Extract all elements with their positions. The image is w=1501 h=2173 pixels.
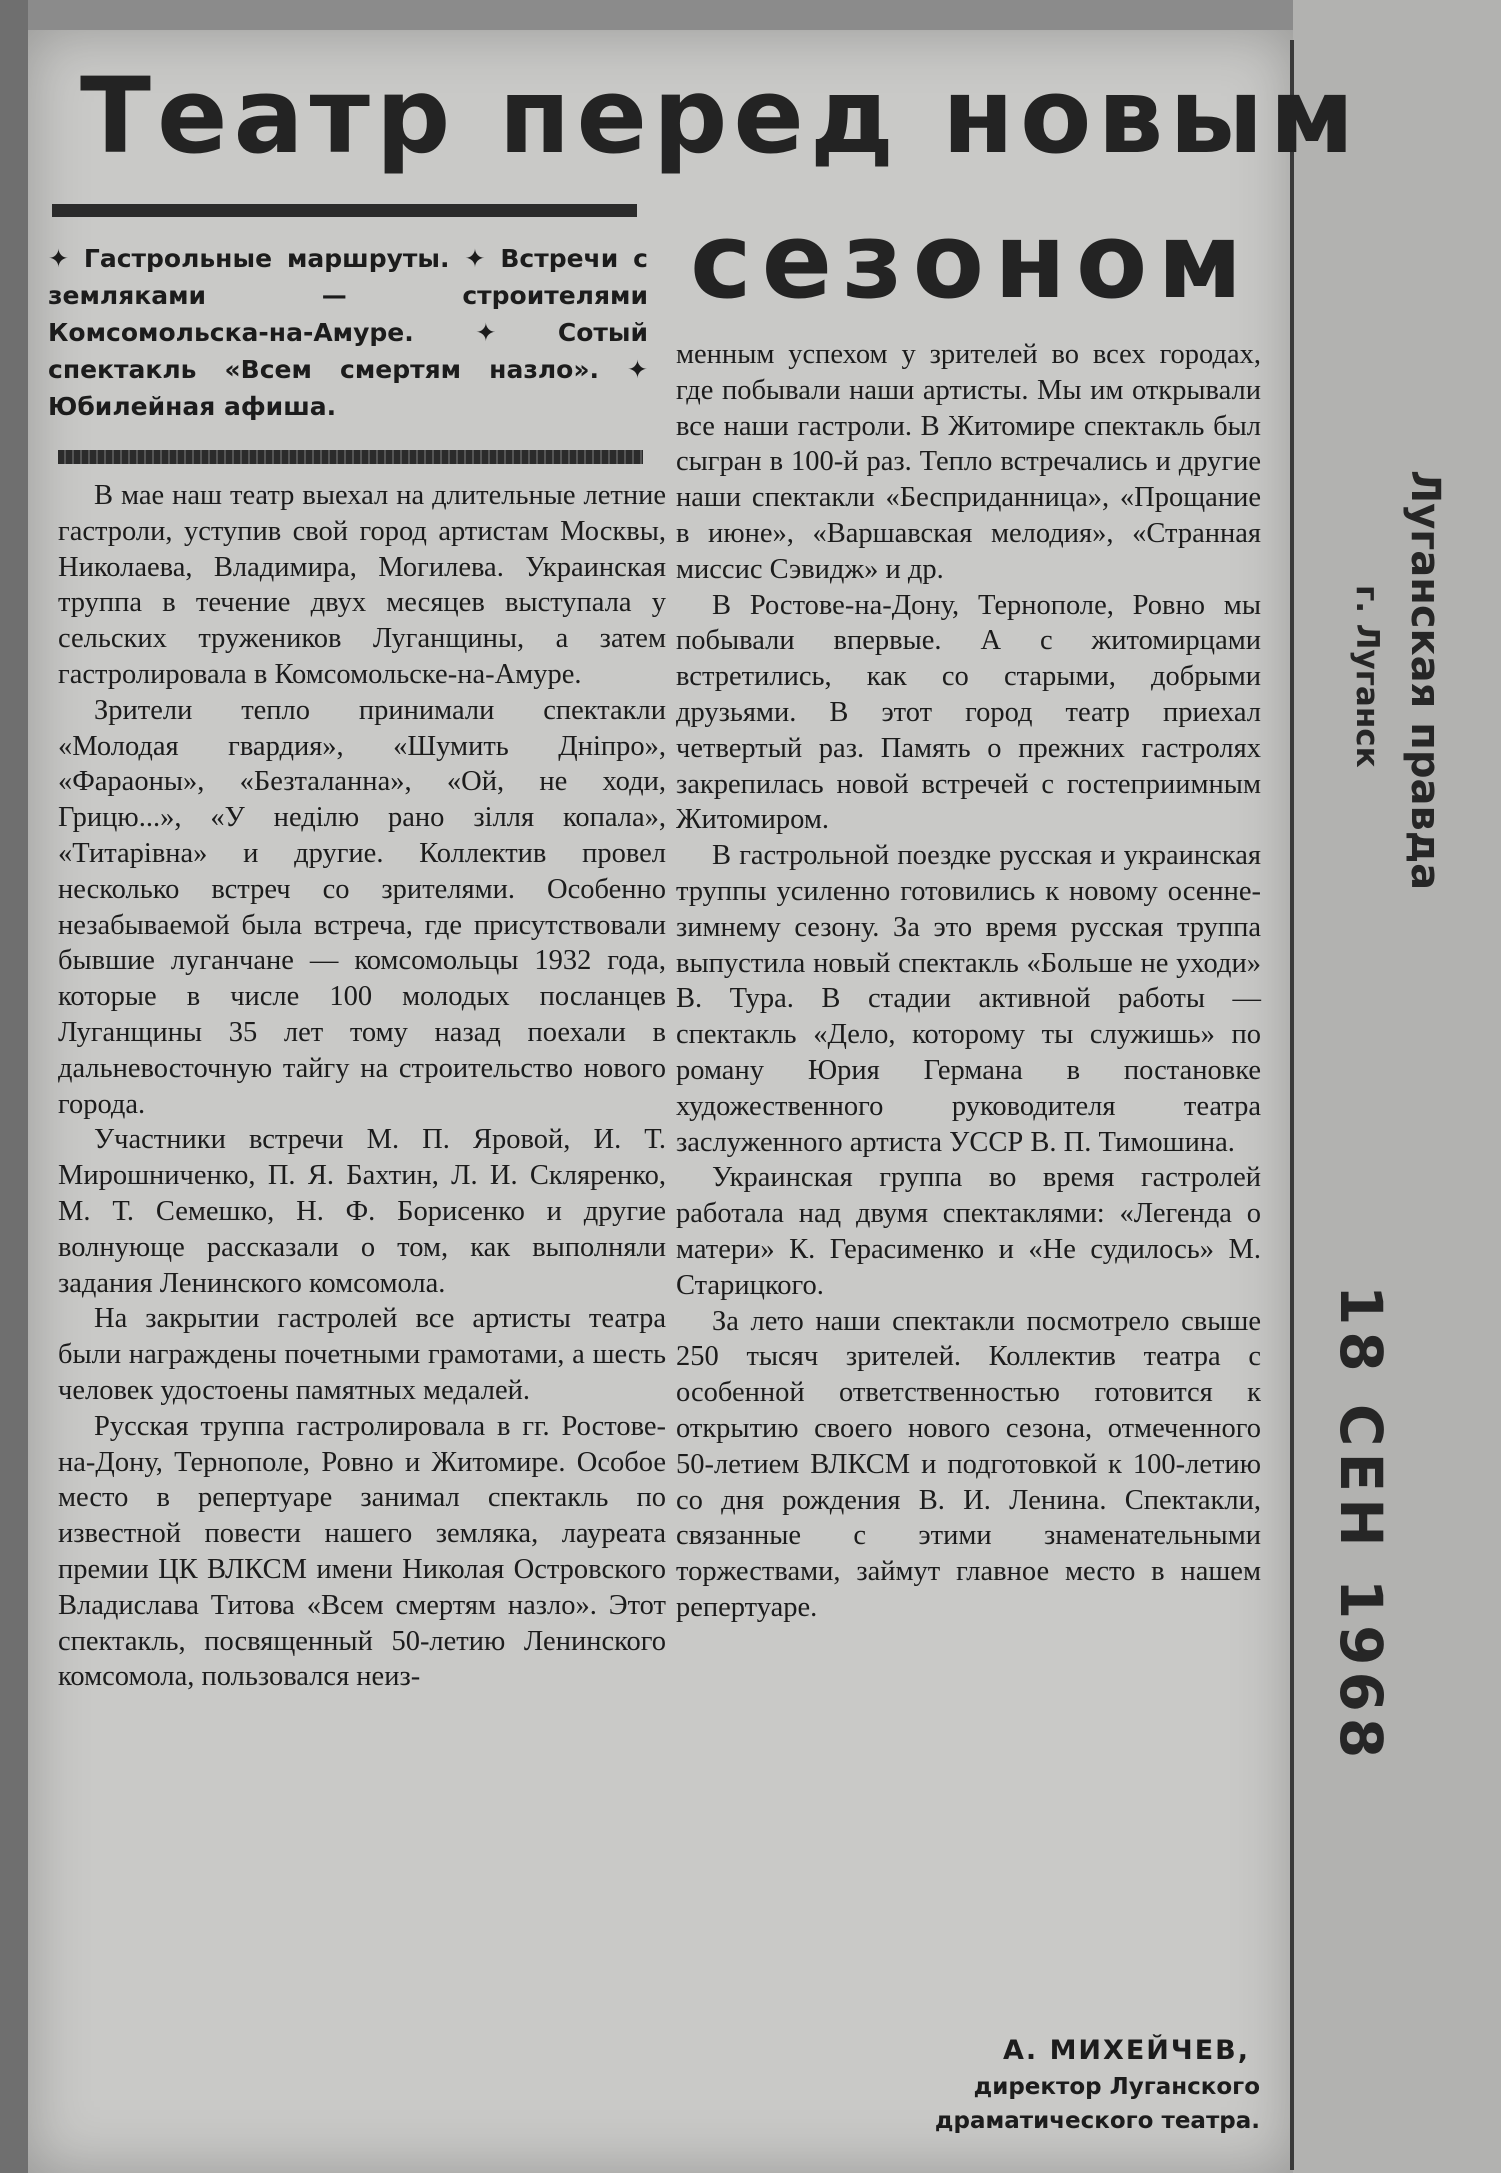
paragraph: На закрытии гастролей все артисты театра были награждены почетными грамотами, а шесть человек удостоены памятных медалей.	[58, 1303, 666, 1406]
author-role: драматического театра.	[934, 2108, 1260, 2134]
lead-top-rule	[52, 204, 637, 217]
publication-date-stamp: 18 СЕН 1968	[1327, 1285, 1395, 1765]
paragraph: В гастрольной поездке русская и украинская труппы усиленно готовились к новому осенне-зимнему сезону. За это время русская труппа выпустила новый спектакль «Больше не уходи» В. Тура. В стадии активной работы — спектакль «Дело, которому ты служишь» по роману Юрия Германа в постановке художественного руководителя театра заслуженного артиста УССР В. П. Тимошина.	[676, 840, 1261, 1158]
scan-left-edge	[0, 0, 28, 2173]
clipping-edge-line	[1290, 40, 1294, 2170]
paragraph: Украинская группа во время гастролей работала над двумя спектаклями: «Легенда о матери» К. Герасименко и «Не судилось» М. Старицкого.	[676, 1162, 1261, 1301]
article-column-2	[676, 337, 1261, 1626]
author-role: директор Луганского	[973, 2074, 1260, 2100]
paragraph: В Ростове-на-Дону, Тернополе, Ровно мы побывали впервые. А с житомирцами встретились, как со старыми, добрыми друзьями. В этот город театр приехал четвертый раз. Память о прежних гастролях закрепилась новой встречей с гостеприимным Житомиром.	[676, 589, 1261, 836]
headline-line-1: Театр перед новым	[80, 55, 1361, 177]
article-lead: ✦ Гастрольные маршруты. ✦ Встречи с земляками — строителями Комсомольска-на-Амуре. ✦ Сотый спектакль «Всем смертям назло». ✦ Юбилейная афиша.	[48, 244, 648, 421]
newspaper-city-stamp: г. Луганск	[1349, 585, 1385, 768]
article-column-1	[58, 478, 666, 1695]
author-name: А. МИХЕЙЧЕВ,	[1003, 2035, 1250, 2066]
paragraph: За лето наши спектакли посмотрело свыше 250 тысяч зрителей. Коллектив театра с особенной ответственностью готовится к открытию своего нового сезона, отмеченного 50-летием ВЛКСМ и подготовкой к 100-летию со дня рождения В. И. Ленина. Спектакли, связанные с этими знаменательными торжествами, займут главное место в нашем репертуаре.	[676, 1305, 1261, 1623]
newspaper-masthead-stamp: Луганская правда	[1402, 470, 1448, 891]
lead-bottom-rule	[58, 450, 643, 464]
paragraph: В мае наш театр выехал на длительные летние гастроли, уступив свой город артистам Москвы, Николаева, Владимира, Могилева. Украинская труппа в течение двух месяцев выступала у сельских тружеников Луганщины, а затем гастролировала в Комсомольске-на-Амуре.	[58, 480, 666, 690]
paragraph: Русская труппа гастролировала в гг. Ростове-на-Дону, Тернополе, Ровно и Житомире. Особое место в репертуаре занимал спектакль по известной повести нашего земляка, лауреата премии ЦК ВЛКСМ имени Николая Островского Владислава Титова «Всем смертям назло». Этот спектакль, посвященный 50-летию Ленинского комсомола, пользовался неиз-	[58, 1410, 666, 1693]
headline-line-2: сезоном	[690, 200, 1253, 322]
author-signature	[700, 2032, 1260, 2138]
paragraph: менным успехом у зрителей во всех городах, где побывали наши артисты. Мы им открывали все наши гастроли. В Житомире спектакль был сыгран в 100-й раз. Тепло встречались и другие наши спектакли «Бесприданница», «Прощание в июне», «Варшавская мелодия», «Странная миссис Сэвидж» и др.	[676, 339, 1261, 585]
paragraph: Участники встречи М. П. Яровой, И. Т. Мирошниченко, П. Я. Бахтин, Л. И. Скляренко, М. Т. Семешко, Н. Ф. Борисенко и другие волнующе рассказали о том, как выполняли задания Ленинского комсомола.	[58, 1124, 666, 1299]
archive-margin	[1293, 0, 1501, 2173]
paragraph: Зрители тепло принимали спектакли «Молодая гвардия», «Шумить Дніпро», «Фараоны», «Безталанна», «Ой, не ходи, Грицю...», «У неділю рано зілля копала», «Титарівна» и другие. Коллектив провел несколько встреч со зрителями. Особенно незабываемой была встреча, где присутствовали бывшие луганчане — комсомольцы 1932 года, которые в числе 100 молодых посланцев Луганщины 35 лет тому назад поехали в дальневосточную тайгу на строительство нового города.	[58, 694, 666, 1120]
